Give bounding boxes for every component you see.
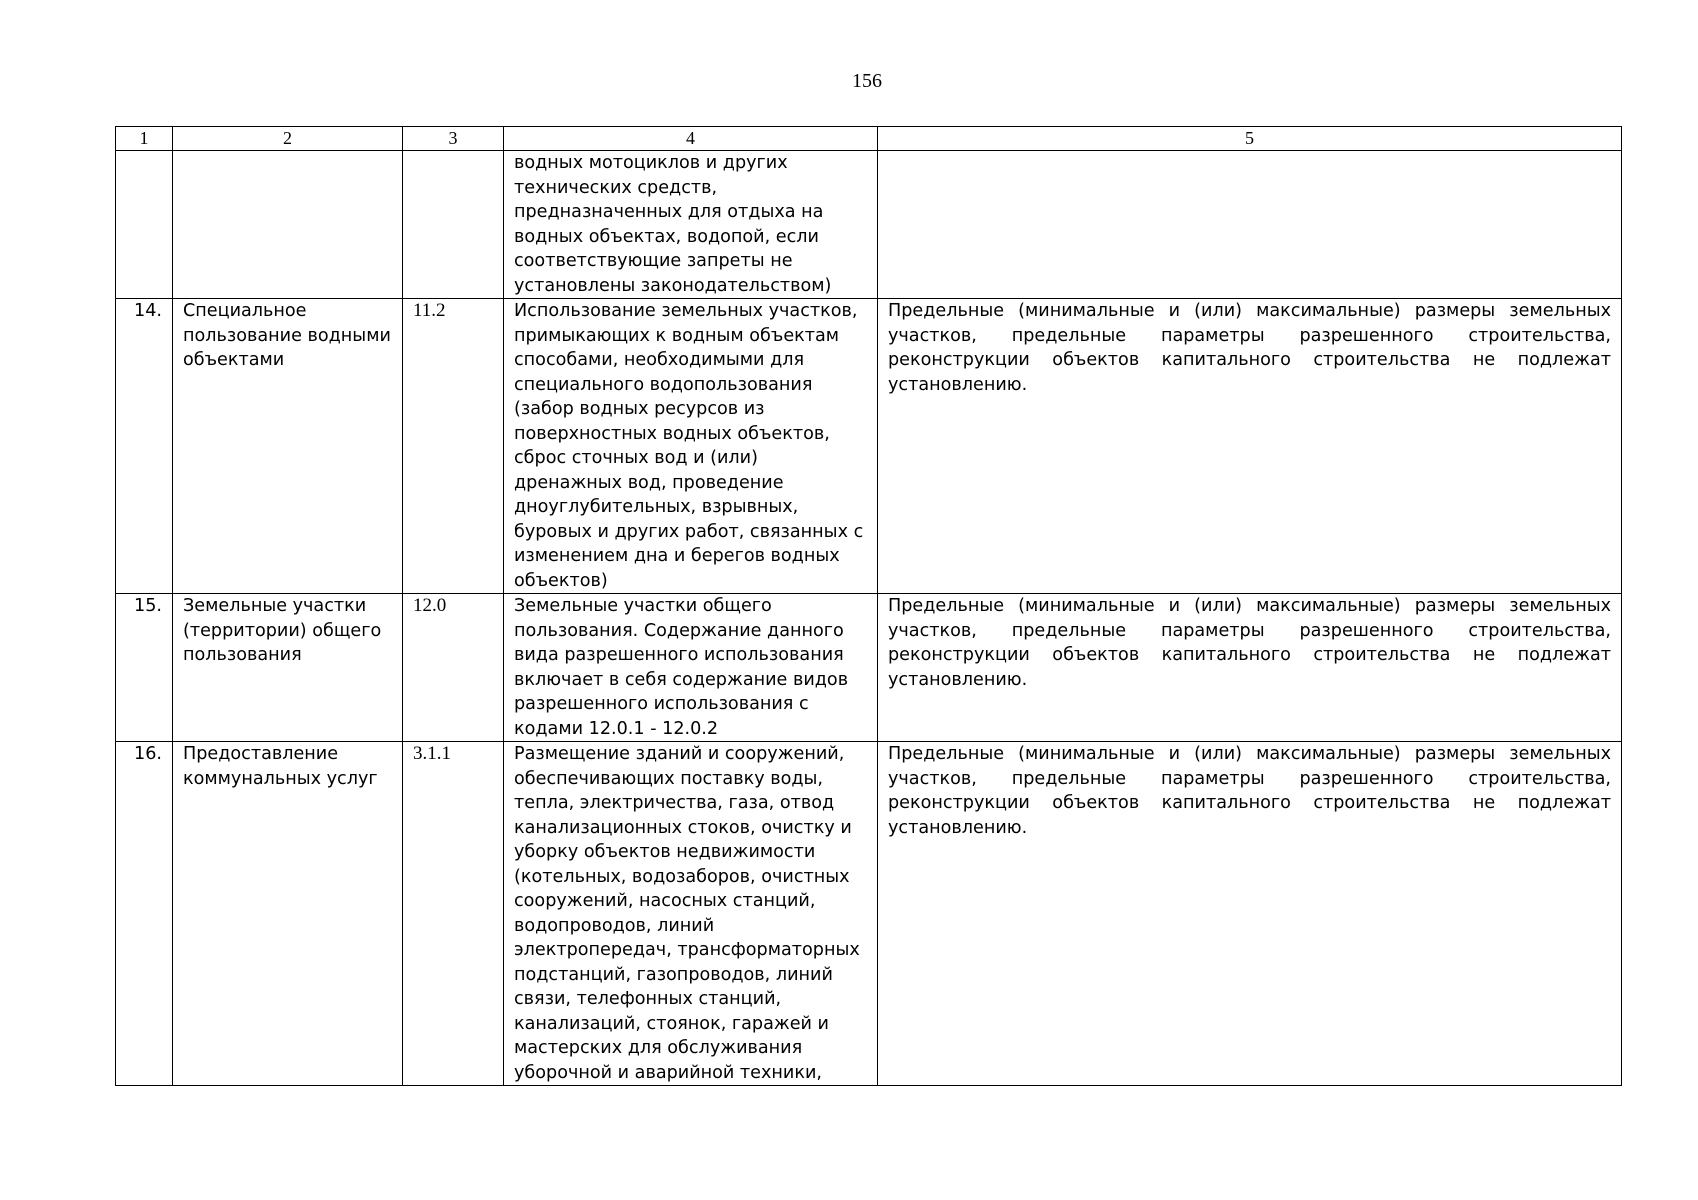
- row-number-cell: 15.: [116, 594, 173, 742]
- table-row: [116, 742, 1622, 1086]
- use-description-cell: Размещение зданий и сооружений, обеспечивающих поставку воды, тепла, электричества, газа, отвод канализационных стоков, очистку и уборку объектов недвижимости (котельных, водозаборов, очистных сооружений, насосных станций, водопроводов, линий электропередач, трансформаторных подстанций, газопроводов, линий связи, телефонных станций, канализаций, стоянок, гаражей и мастерских для обслуживания уборочной и аварийной техники,: [504, 742, 878, 1086]
- page-number: 156: [852, 70, 882, 92]
- use-name-cell: [173, 151, 403, 299]
- table-row: [116, 594, 1622, 742]
- column-header-2: 2: [173, 127, 403, 151]
- parameters-cell: Предельные (минимальные и (или) максимальные) размеры земельных участков, предельные параметры разрешенного строительства, реконструкции объектов капитального строительства не подлежат установлению.: [878, 594, 1622, 742]
- use-code-cell: 12.0: [403, 594, 504, 742]
- row-number-cell: 16.: [116, 742, 173, 1086]
- use-name-cell: Земельные участки (территории) общего пользования: [173, 594, 403, 742]
- parameters-cell: [878, 151, 1622, 299]
- use-description-cell: Земельные участки общего пользования. Содержание данного вида разрешенного использования включает в себя содержание видов разрешенного использования с кодами 12.0.1 - 12.0.2: [504, 594, 878, 742]
- parameters-cell: Предельные (минимальные и (или) максимальные) размеры земельных участков, предельные параметры разрешенного строительства, реконструкции объектов капитального строительства не подлежат установлению.: [878, 742, 1622, 1086]
- use-name-cell: Специальное пользование водными объектами: [173, 299, 403, 594]
- use-code-cell: 11.2: [403, 299, 504, 594]
- parameters-cell: Предельные (минимальные и (или) максимальные) размеры земельных участков, предельные параметры разрешенного строительства, реконструкции объектов капитального строительства не подлежат установлению.: [878, 299, 1622, 594]
- use-name-cell: Предоставление коммунальных услуг: [173, 742, 403, 1086]
- column-header-3: 3: [403, 127, 504, 151]
- land-use-table: [115, 126, 1622, 1086]
- column-header-4: 4: [504, 127, 878, 151]
- table-row: [116, 151, 1622, 299]
- use-code-cell: 3.1.1: [403, 742, 504, 1086]
- table-header-row: [116, 127, 1622, 151]
- column-header-5: 5: [878, 127, 1622, 151]
- row-number-cell: 14.: [116, 299, 173, 594]
- use-description-cell: водных мотоциклов и других технических средств, предназначенных для отдыха на водных объектах, водопой, если соответствующие запреты не установлены законодательством): [504, 151, 878, 299]
- row-number-cell: [116, 151, 173, 299]
- use-description-cell: Использование земельных участков, примыкающих к водным объектам способами, необходимыми для специального водопользования (забор водных ресурсов из поверхностных водных объектов, сброс сточных вод и (или) дренажных вод, проведение дноуглубительных, взрывных, буровых и других работ, связанных с изменением дна и берегов водных объектов): [504, 299, 878, 594]
- column-header-1: 1: [116, 127, 173, 151]
- use-code-cell: [403, 151, 504, 299]
- table-row: [116, 299, 1622, 594]
